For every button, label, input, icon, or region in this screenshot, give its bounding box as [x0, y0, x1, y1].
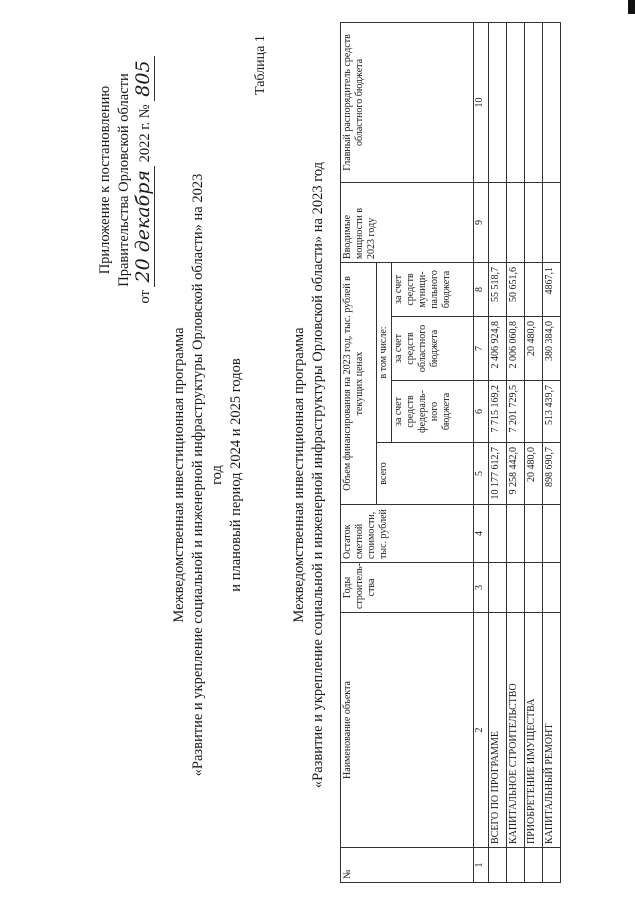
row-name: ВСЕГО ПО ПРОГРАММЕ: [489, 613, 507, 848]
header-federal: за счет средств федераль-ного бюджета: [392, 381, 474, 443]
row-total: 10 177 612,7: [489, 443, 507, 505]
col-number: 10: [474, 22, 489, 182]
heading-table-line-2: «Развитие и укрепление социальной и инженерной инфраструктуры Орловской области» на 2023 год: [310, 161, 326, 789]
row-total: 9 258 442,0: [507, 443, 525, 505]
table-row: [507, 22, 525, 882]
header-including: в том числе:: [377, 262, 392, 442]
col-number: 6: [474, 381, 489, 443]
row-municipal: 55 518,7: [489, 262, 507, 316]
heading-top-line-3: и плановый период 2024 и 2025 годов: [228, 358, 244, 592]
row-federal: 7 715 169,2: [489, 381, 507, 443]
program-heading-table: [290, 155, 328, 795]
heading-top-line-2: «Развитие и укрепление социальной и инженерной инфраструктуры Орловской области» на 2023 год: [190, 173, 225, 777]
col-number: 4: [474, 505, 489, 563]
col-number: 7: [474, 317, 489, 381]
row-name: КАПИТАЛЬНОЕ СТРОИТЕЛЬСТВО: [507, 613, 525, 848]
row-municipal: [525, 262, 543, 316]
header-regional: за счет средств областного бюджета: [392, 317, 474, 381]
row-regional: 2 006 060,8: [507, 317, 525, 381]
heading-top-line-1: Межведомственная инвестиционная программа: [171, 327, 187, 623]
row-name: ПРИОБРЕТЕНИЕ ИМУЩЕСТВА: [525, 613, 543, 848]
column-number-row: [474, 22, 489, 882]
header-manager: Главный распорядитель средств областного бюджета: [341, 22, 474, 182]
row-municipal: 50 651,6: [507, 262, 525, 316]
row-regional: 2 406 924,8: [489, 317, 507, 381]
approval-line-3: [134, 15, 155, 345]
col-number: 1: [474, 848, 489, 883]
approval-number-sign: №: [137, 104, 153, 119]
row-name: КАПИТАЛЬНЫЙ РЕМОНТ: [543, 613, 561, 848]
table-row: [525, 22, 543, 882]
approval-line-1: Приложение к постановлению: [97, 85, 113, 275]
handwritten-number: 805: [132, 56, 155, 100]
header-years: Годы строитель-ства: [341, 563, 474, 613]
handwritten-date: 20 декабря: [132, 166, 155, 287]
header-remainder: Остаток сметной стоимости, тыс. рублей: [341, 505, 474, 563]
row-total: 898 690,7: [543, 443, 561, 505]
program-table: [340, 22, 561, 883]
approval-block: [96, 15, 155, 345]
table-row: [489, 22, 507, 882]
row-regional: 20 480,0: [525, 317, 543, 381]
col-number: 2: [474, 613, 489, 848]
header-num: №: [341, 848, 474, 883]
header-capacity: Вводимые мощности в 2023 году: [341, 182, 474, 262]
row-municipal: 4867,1: [543, 262, 561, 316]
header-name: Наименование объекта: [341, 613, 474, 848]
col-number: 5: [474, 443, 489, 505]
header-funding: Объем финансирования на 2023 год, тыс. рублей в текущих ценах: [341, 262, 377, 504]
col-number: 8: [474, 262, 489, 316]
row-federal: 7 201 729,5: [507, 381, 525, 443]
header-total: всего: [377, 443, 474, 505]
approval-year: 2022 г.: [137, 121, 153, 163]
row-regional: 380 384,0: [543, 317, 561, 381]
header-municipal: за счет средств муници-пального бюджета: [392, 262, 474, 316]
approval-from: от: [137, 290, 153, 304]
row-federal: [525, 381, 543, 443]
table-label: Таблица 1: [253, 35, 268, 95]
row-federal: 513 439,7: [543, 381, 561, 443]
row-total: 20 480,0: [525, 443, 543, 505]
approval-line-2: Правительства Орловской области: [116, 73, 132, 287]
col-number: 9: [474, 182, 489, 262]
heading-table-line-1: Межведомственная инвестиционная программа: [291, 327, 307, 623]
program-heading-top: [170, 165, 246, 785]
col-number: 3: [474, 563, 489, 613]
table-row: [543, 22, 561, 882]
